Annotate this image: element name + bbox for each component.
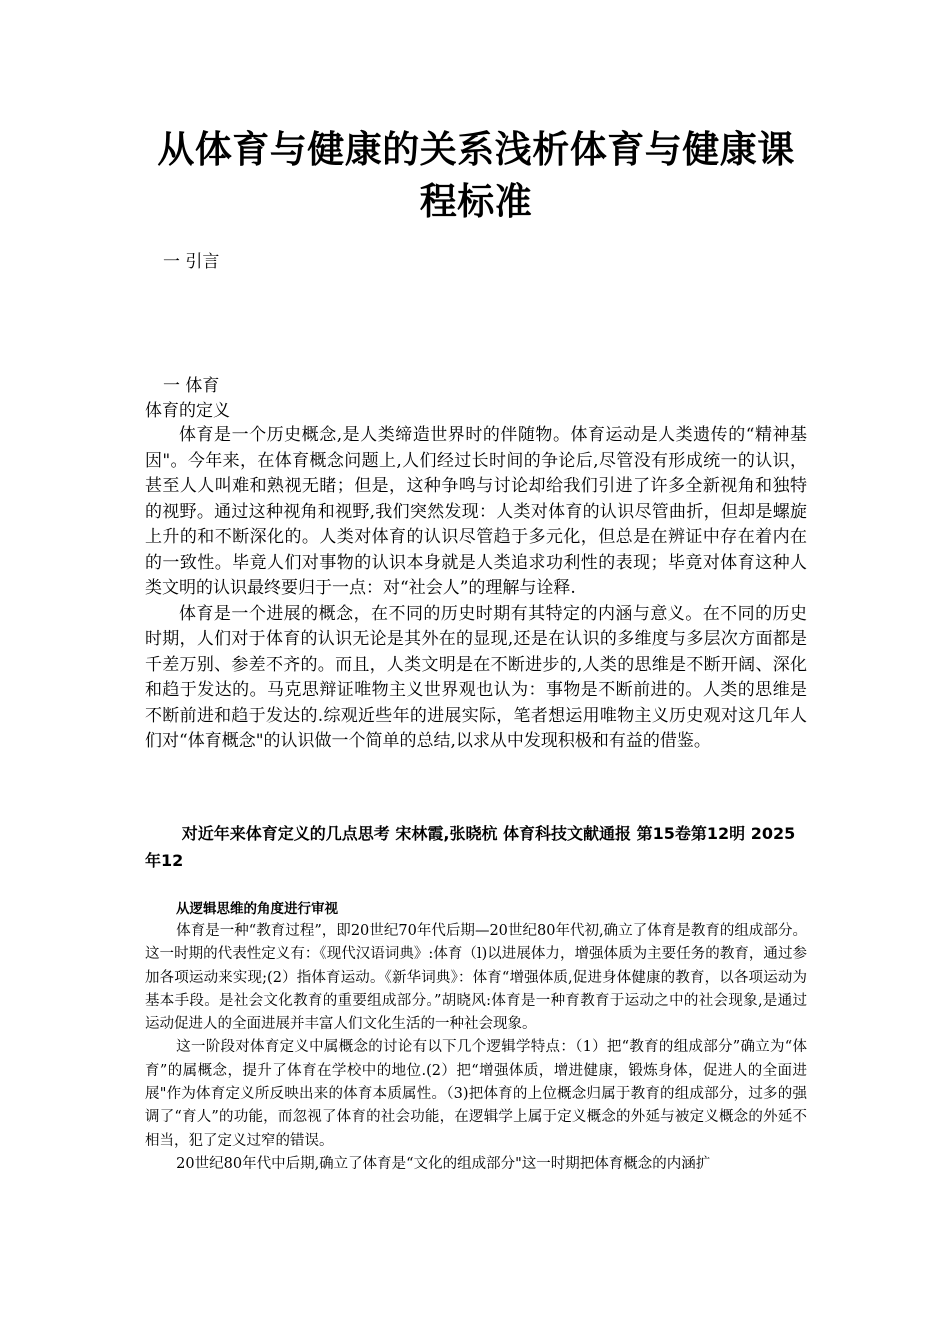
logic-body bbox=[145, 920, 807, 1176]
definition-body bbox=[145, 423, 807, 755]
reference-citation: 对近年来体育定义的几点思考 宋林霞,张晓杭 体育科技文献通报 第15卷第12明 2025年12 bbox=[145, 824, 796, 870]
section-heading: 一 体育 bbox=[163, 376, 220, 396]
paragraph: 体育是一个进展的概念，在不同的历史时期有其特定的内涵与意义。在不同的历史时期，人们对于体育的认识无论是其外在的显现,还是在认识的多维度与多层次方面都是千差万别、参差不齐的。而且，人类文明是在不断进步的,人类的思维是不断开阔、深化和趋于发达的。马克思辩证唯物主义世界观也认为：事物是不断前进的。人类的思维是不断前进和趋于发达的.综观近些年的进展实际，笔者想运用唯物主义历史观对这几年人们对“体育概念"的认识做一个简单的总结,以求从中发现积极和有益的借鉴。 bbox=[145, 603, 807, 751]
paragraph: 20世纪80年代中后期,确立了体育是“文化的组成部分"这一时期把体育概念的内涵扩 bbox=[176, 1155, 711, 1172]
document-title: 从体育与健康的关系浅析体育与健康课程标准 bbox=[157, 128, 795, 223]
intro-heading: 一 引言 bbox=[163, 252, 220, 272]
logic-heading: 从逻辑思维的角度进行审视 bbox=[176, 901, 338, 917]
paragraph: 体育是一个历史概念,是人类缔造世界时的伴随物。体育运动是人类遗传的“精神基因"。今年来，在体育概念问题上,人们经过长时间的争论后,尽管没有形成统一的认识，甚至人人叫难和熟视无睹；但是，这种争鸣与讨论却给我们引进了许多全新视角和独特的视野。通过这种视角和视野,我们突然发现：人类对体育的认识尽管曲折，但却是螺旋上升的和不断深化的。人类对体育的认识尽管趋于多元化，但总是在辨证中存在着内在的一致性。毕竟人们对事物的认识本身就是人类追求功利性的表现；毕竟对体育这种人类文明的认识最终要归于一点：对“社会人”的理解与诠释. bbox=[145, 425, 807, 598]
paragraph: 体育是一种“教育过程”，即20世纪70年代后期—20世纪80年代初,确立了体育是教育的组成部分。这一时期的代表性定义有：《现代汉语词典》:体育（l)以进展体力，增强体质为主要任务的教育，通过参加各项运动来实现;(2）指体育运动。《新华词典》：体育“增强体质,促进身体健康的教育，以各项运动为基本手段。是社会文化教育的重要组成部分。”胡晓风:体育是一种育教育于运动之中的社会现象,是通过运动促进人的全面进展并丰富人们文化生活的一种社会现象。 bbox=[145, 923, 807, 1033]
paragraph: 这一阶段对体育定义中属概念的讨论有以下几个逻辑学特点：（1）把“教育的组成部分”确立为“体育”的属概念，提升了体育在学校中的地位.(2）把“增强体质，增进健康，锻炼身体，促进人的全面进展"作为体育定义所反映出来的体育本质属性。（3)把体育的上位概念归属于教育的组成部分，过多的强调了“育人”的功能，而忽视了体育的社会功能，在逻辑学上属于定义概念的外延与被定义概念的外延不相当，犯了定义过窄的错误。 bbox=[145, 1039, 807, 1149]
subsection-heading: 体育的定义 bbox=[145, 401, 230, 421]
